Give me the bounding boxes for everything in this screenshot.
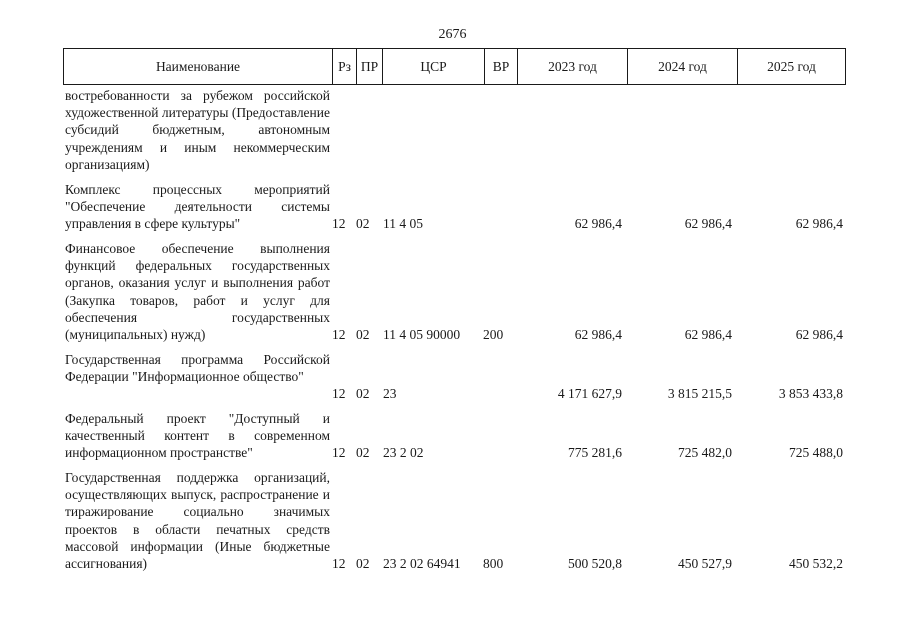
row-pr: 02 <box>356 327 370 342</box>
row-csr: 23 <box>383 386 397 401</box>
row-rz: 12 <box>332 327 346 342</box>
row-2024: 450 527,9 <box>678 556 732 571</box>
row-2024: 3 815 215,5 <box>667 386 732 401</box>
row-2024: 62 986,4 <box>684 327 732 342</box>
row-name: Финансовое обеспечение выполнения функций федеральных государственных органов, оказания услуг и выполнения работ (Закупка товаров, работ и услуг для обеспечения государственных (муниципальных) нужд) <box>65 241 330 343</box>
column-header-csr: ЦСР <box>382 49 484 84</box>
row-2023: 775 281,6 <box>568 445 622 460</box>
row-2024: 725 482,0 <box>678 445 732 460</box>
row-name: Комплекс процессных мероприятий "Обеспечение деятельности системы управления в сфере культуры" <box>65 182 330 232</box>
column-header-2023: 2023 год <box>517 49 627 84</box>
row-name: Государственная поддержка организаций, осуществляющих выпуск, распространение и тиражирование социально значимых проектов в области печатных средств массовой информации (Иные бюджетные ассигнования) <box>65 470 330 572</box>
column-header-pr: ПР <box>356 49 382 84</box>
row-2025: 725 488,0 <box>789 445 843 460</box>
page-number: 2676 <box>438 27 467 42</box>
row-name: Федеральный проект "Доступный и качественный контент в современном информационном пространстве" <box>65 411 330 461</box>
row-csr: 23 2 02 <box>383 445 424 460</box>
column-header-2025: 2025 год <box>737 49 845 84</box>
row-2025: 3 853 433,8 <box>778 386 843 401</box>
row-csr: 11 4 05 90000 <box>383 327 461 342</box>
row-rz: 12 <box>332 216 346 231</box>
row-pr: 02 <box>356 216 370 231</box>
row-2023: 62 986,4 <box>574 216 622 231</box>
table-header <box>63 48 846 85</box>
row-2024: 62 986,4 <box>684 216 732 231</box>
row-pr: 02 <box>356 445 370 460</box>
row-2025: 450 532,2 <box>789 556 843 571</box>
row-rz: 12 <box>332 386 346 401</box>
row-rz: 12 <box>332 445 346 460</box>
row-vr: 800 <box>483 556 504 571</box>
row-2023: 62 986,4 <box>574 327 622 342</box>
row-2025: 62 986,4 <box>795 216 843 231</box>
row-name: востребованности за рубежом российской художественной литературы (Предоставление субсидий бюджетным, автономным учреждениям и иным некоммерческим организациям) <box>65 88 330 172</box>
table-row <box>0 410 905 462</box>
table-row <box>0 351 905 403</box>
row-vr: 200 <box>483 327 504 342</box>
row-2023: 4 171 627,9 <box>557 386 622 401</box>
column-header-rz: Рз <box>332 49 356 84</box>
row-name: Государственная программа Российской Федерации "Информационное общество" <box>65 352 330 385</box>
column-header-vr: ВР <box>484 49 517 84</box>
row-csr: 23 2 02 64941 <box>383 556 461 571</box>
row-2025: 62 986,4 <box>795 327 843 342</box>
column-header-2024: 2024 год <box>627 49 737 84</box>
row-csr: 11 4 05 <box>383 216 423 231</box>
row-2023: 500 520,8 <box>568 556 622 571</box>
column-header-name: Наименование <box>155 59 241 74</box>
row-rz: 12 <box>332 556 346 571</box>
row-pr: 02 <box>356 556 370 571</box>
table-row <box>0 87 905 177</box>
table-row <box>0 240 905 344</box>
table-row <box>0 469 905 573</box>
table-row <box>0 181 905 233</box>
row-pr: 02 <box>356 386 370 401</box>
